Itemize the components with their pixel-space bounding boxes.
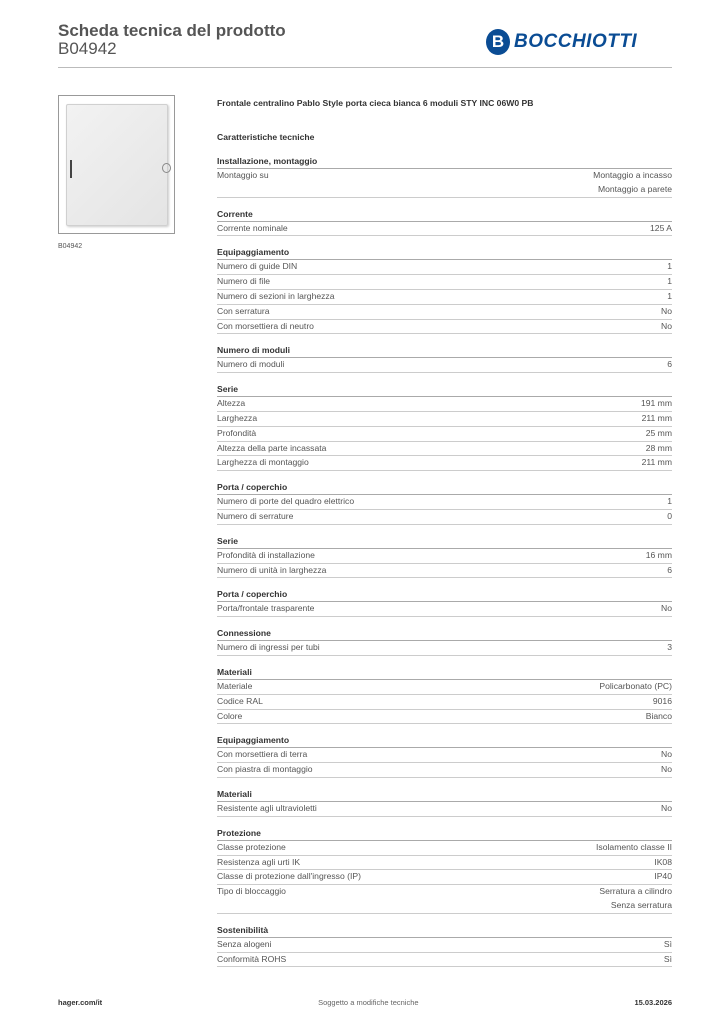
brand-logo-icon: B (486, 29, 510, 55)
spec-value: No (661, 603, 672, 614)
section-title: Materiali (217, 787, 672, 802)
spec-value: 28 mm (645, 442, 672, 453)
footer-website: hager.com/it (58, 998, 103, 1007)
spec-value: No (661, 320, 672, 331)
spec-value: 1 (667, 496, 672, 507)
spec-section (217, 733, 672, 778)
spec-label: Larghezza di montaggio (217, 457, 309, 468)
spec-value: Sì (663, 938, 672, 949)
spec-section (217, 665, 672, 724)
knob-icon (162, 163, 171, 173)
panel-front-illustration (66, 104, 168, 226)
spec-column (217, 96, 672, 967)
spec-row (217, 841, 672, 856)
brand-logo (486, 29, 637, 55)
spec-label: Altezza (217, 398, 246, 409)
spec-label: Corrente nominale (217, 222, 288, 233)
spec-label: Profondità (217, 427, 257, 438)
spec-value: 6 (667, 359, 672, 370)
spec-section (217, 245, 672, 334)
footer (58, 998, 672, 1007)
spec-value: IK08 (654, 856, 672, 867)
spec-value: No (661, 749, 672, 760)
section-title: Sostenibilità (217, 923, 672, 938)
spec-label: Con morsettiera di terra (217, 749, 308, 760)
spec-label: Con piastra di montaggio (217, 764, 313, 775)
section-title: Porta / coperchio (217, 480, 672, 495)
spec-label: Numero di serrature (217, 510, 294, 521)
spec-value: 9016 (652, 695, 672, 706)
spec-value: No (661, 305, 672, 316)
spec-value: 25 mm (645, 427, 672, 438)
spec-section (217, 826, 672, 914)
spec-value: No (661, 764, 672, 775)
product-image (58, 95, 175, 234)
spec-label: Larghezza (217, 412, 258, 423)
spec-label: Con serratura (217, 305, 270, 316)
spec-label: Materiale (217, 680, 253, 691)
spec-label: Con morsettiera di neutro (217, 320, 314, 331)
spec-row (217, 456, 672, 471)
section-title: Materiali (217, 665, 672, 680)
spec-value: 1 (667, 261, 672, 272)
spec-label: Senza alogeni (217, 938, 272, 949)
brand-name: BOCCHIOTTI (514, 31, 638, 52)
product-code: B04942 (58, 39, 117, 58)
spec-label: Resistenza agli urti IK (217, 856, 301, 867)
spec-row (217, 358, 672, 373)
spec-value: Serratura a cilindro Senza serratura (599, 886, 672, 910)
spec-row (217, 710, 672, 725)
spec-section (217, 923, 672, 968)
spec-label: Montaggio su (217, 170, 269, 180)
image-caption: B04942 (58, 243, 83, 250)
section-title: Equipaggiamento (217, 733, 672, 748)
spec-section (217, 207, 672, 237)
spec-row (217, 305, 672, 320)
spec-value: 125 A (650, 222, 672, 233)
section-title: Installazione, montaggio (217, 154, 672, 169)
hinge-icon (70, 160, 72, 178)
spec-row (217, 748, 672, 763)
spec-row (217, 763, 672, 778)
spec-value: 16 mm (645, 549, 672, 560)
spec-row (217, 564, 672, 579)
spec-row (217, 412, 672, 427)
section-title: Connessione (217, 626, 672, 641)
spec-value: Sì (663, 953, 672, 964)
spec-label: Classe di protezione dall'ingresso (IP) (217, 871, 361, 882)
spec-label: Codice RAL (217, 695, 263, 706)
spec-row (217, 169, 672, 198)
section-title: Equipaggiamento (217, 245, 672, 260)
spec-row (217, 549, 672, 564)
section-title: Corrente (217, 207, 672, 222)
spec-label: Tipo di bloccaggio (217, 886, 286, 897)
spec-label: Resistente agli ultravioletti (217, 802, 317, 813)
spec-label: Profondità di installazione (217, 549, 315, 560)
spec-value: IP40 (654, 871, 672, 882)
spec-section (217, 382, 672, 471)
spec-sections (217, 154, 672, 967)
section-title: Protezione (217, 826, 672, 841)
spec-row (217, 260, 672, 275)
specs-heading: Caratteristiche tecniche (217, 132, 315, 142)
section-title: Porta / coperchio (217, 587, 672, 602)
spec-row (217, 222, 672, 237)
spec-label: Numero di ingressi per tubi (217, 642, 320, 653)
spec-row (217, 953, 672, 968)
section-title: Serie (217, 382, 672, 397)
spec-section (217, 626, 672, 656)
spec-row (217, 397, 672, 412)
spec-section (217, 587, 672, 617)
spec-value: Bianco (645, 710, 672, 721)
spec-row (217, 442, 672, 457)
spec-section (217, 343, 672, 373)
product-title: Frontale centralino Pablo Style porta cieca bianca 6 moduli STY INC 06W0 PB (217, 98, 534, 108)
spec-row (217, 695, 672, 710)
spec-label: Classe protezione (217, 841, 286, 852)
spec-value: Policarbonato (PC) (599, 680, 672, 691)
spec-value: Montaggio a incasso Montaggio a parete (593, 170, 672, 194)
spec-value: 3 (667, 642, 672, 653)
spec-row (217, 938, 672, 953)
spec-section (217, 154, 672, 198)
spec-value: No (661, 802, 672, 813)
spec-value: 0 (667, 510, 672, 521)
header-divider (58, 67, 672, 68)
spec-row (217, 495, 672, 510)
spec-label: Numero di moduli (217, 359, 285, 370)
section-title: Numero di moduli (217, 343, 672, 358)
spec-value: 6 (667, 564, 672, 575)
page-title: Scheda tecnica del prodotto (58, 21, 286, 40)
spec-value: Isolamento classe II (596, 841, 672, 852)
spec-row (217, 856, 672, 871)
spec-row (217, 802, 672, 817)
spec-value: 191 mm (640, 398, 672, 409)
spec-row (217, 885, 672, 914)
spec-section (217, 787, 672, 817)
spec-label: Numero di sezioni in larghezza (217, 290, 335, 301)
spec-section (217, 480, 672, 525)
spec-row (217, 427, 672, 442)
footer-date: 15.03.2026 (634, 998, 672, 1007)
section-title: Serie (217, 534, 672, 549)
spec-value: 211 mm (641, 457, 672, 468)
spec-label: Numero di unità in larghezza (217, 564, 327, 575)
spec-label: Altezza della parte incassata (217, 442, 327, 453)
spec-value: 1 (667, 290, 672, 301)
spec-label: Colore (217, 710, 243, 721)
spec-label: Porta/frontale trasparente (217, 603, 315, 614)
spec-label: Numero di guide DIN (217, 261, 298, 272)
spec-row (217, 275, 672, 290)
spec-row (217, 320, 672, 335)
spec-row (217, 870, 672, 885)
spec-row (217, 641, 672, 656)
spec-label: Conformità ROHS (217, 953, 287, 964)
spec-value: 1 (667, 276, 672, 287)
spec-row (217, 680, 672, 695)
footer-note: Soggetto a modifiche tecniche (318, 998, 419, 1007)
spec-value: 211 mm (641, 412, 672, 423)
spec-row (217, 290, 672, 305)
spec-row (217, 510, 672, 525)
spec-section (217, 534, 672, 579)
spec-row (217, 602, 672, 617)
spec-label: Numero di file (217, 276, 271, 287)
spec-label: Numero di porte del quadro elettrico (217, 496, 355, 507)
